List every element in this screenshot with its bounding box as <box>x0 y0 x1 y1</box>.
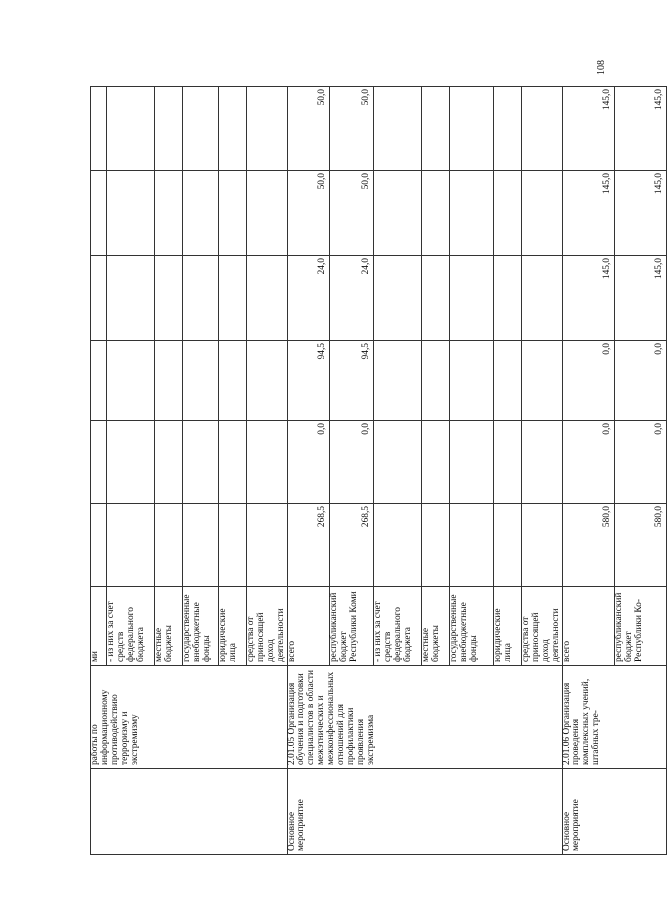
value-cell <box>374 256 422 341</box>
value-cell <box>219 341 247 421</box>
value-cell: 0,0 <box>562 341 614 421</box>
value-cell <box>494 256 522 341</box>
value-cell <box>374 171 422 256</box>
value-cell <box>107 421 155 504</box>
value-cell <box>494 87 522 171</box>
funding-source-cell: местные бюджеты <box>155 587 183 666</box>
value-cell <box>155 341 183 421</box>
value-cell <box>422 87 450 171</box>
value-cell: 94,5 <box>330 341 374 421</box>
value-cell <box>450 87 494 171</box>
value-cell <box>494 341 522 421</box>
value-cell <box>374 421 422 504</box>
value-cell: 145,0 <box>614 171 666 256</box>
value-cell <box>494 421 522 504</box>
value-cell <box>450 421 494 504</box>
value-cell <box>183 171 219 256</box>
value-cell: 0,0 <box>614 341 666 421</box>
value-cell <box>374 504 422 587</box>
value-cell <box>450 504 494 587</box>
event-name-cell: 2.01.05 Организация обучения и подготовки специалистов в области межэтнических и межконфессиональных отношений для профилактики проявления экстремизма <box>287 666 562 769</box>
value-cell: 145,0 <box>614 87 666 171</box>
value-cell <box>422 341 450 421</box>
value-cell: 580,0 <box>614 504 666 587</box>
value-cell: 580,0 <box>562 504 614 587</box>
value-cell <box>422 256 450 341</box>
funding-source-cell: юридические лица <box>494 587 522 666</box>
value-cell <box>91 87 107 171</box>
value-cell <box>247 341 288 421</box>
value-cell <box>183 341 219 421</box>
funding-source-cell: местные бюджеты <box>422 587 450 666</box>
value-cell <box>522 171 563 256</box>
value-cell <box>494 504 522 587</box>
value-cell <box>107 171 155 256</box>
value-cell <box>155 87 183 171</box>
value-cell <box>219 87 247 171</box>
value-cell <box>219 504 247 587</box>
value-cell <box>155 256 183 341</box>
event-name-cell: работы по информационному противодействию терроризму и экстремизму <box>91 666 288 769</box>
value-cell <box>450 341 494 421</box>
value-cell: 24,0 <box>287 256 330 341</box>
value-cell <box>155 421 183 504</box>
value-cell: 94,5 <box>287 341 330 421</box>
value-cell <box>107 87 155 171</box>
value-cell <box>522 256 563 341</box>
value-cell <box>422 504 450 587</box>
value-cell: 50,0 <box>287 87 330 171</box>
value-cell <box>183 421 219 504</box>
value-cell <box>155 171 183 256</box>
value-cell <box>183 87 219 171</box>
value-cell: 145,0 <box>562 171 614 256</box>
value-cell <box>450 256 494 341</box>
value-cell <box>522 504 563 587</box>
value-cell <box>91 171 107 256</box>
funding-source-cell: государственные внебюджетные фонды <box>450 587 494 666</box>
value-cell: 50,0 <box>330 171 374 256</box>
value-cell <box>155 504 183 587</box>
value-cell <box>91 341 107 421</box>
value-cell: 0,0 <box>287 421 330 504</box>
funding-source-cell: государственные внебюджетные фонды <box>183 587 219 666</box>
funding-source-cell: средства от приносящей доход деятельности <box>522 587 563 666</box>
value-cell <box>91 421 107 504</box>
table-row <box>562 87 614 855</box>
value-cell <box>422 171 450 256</box>
value-cell: 50,0 <box>330 87 374 171</box>
value-cell <box>247 504 288 587</box>
value-cell <box>522 421 563 504</box>
funding-source-cell: республиканский бюджет Республики Ко- <box>614 587 666 666</box>
budget-table <box>90 86 667 855</box>
value-cell <box>522 341 563 421</box>
table-row <box>287 87 330 855</box>
value-cell: 268,5 <box>330 504 374 587</box>
value-cell <box>247 171 288 256</box>
funding-source-cell: - из них за счет средств федерального бюджета <box>374 587 422 666</box>
value-cell <box>183 504 219 587</box>
value-cell <box>247 87 288 171</box>
value-cell: 0,0 <box>330 421 374 504</box>
value-cell <box>450 171 494 256</box>
page-number: 108 <box>596 60 607 75</box>
event-type-cell: Основное мероприятие <box>287 769 562 855</box>
value-cell: 50,0 <box>287 171 330 256</box>
value-cell <box>107 256 155 341</box>
value-cell <box>247 256 288 341</box>
event-type-cell: Основное мероприятие <box>562 769 667 855</box>
value-cell <box>374 87 422 171</box>
value-cell <box>494 171 522 256</box>
value-cell: 0,0 <box>614 421 666 504</box>
value-cell <box>107 341 155 421</box>
funding-source-cell: юридические лица <box>219 587 247 666</box>
funding-source-cell: всего <box>287 587 330 666</box>
value-cell: 0,0 <box>562 421 614 504</box>
funding-source-cell: республиканский бюджет Республики Коми <box>330 587 374 666</box>
funding-source-cell: средства от приносящей доход деятельности <box>247 587 288 666</box>
value-cell: 24,0 <box>330 256 374 341</box>
value-cell <box>522 87 563 171</box>
funding-source-cell: - из них за счет средств федерального бюджета <box>107 587 155 666</box>
table-row <box>91 87 107 855</box>
event-name-cell: 2.01.06 Организация проведения комплексных учений, штабных тре- <box>562 666 667 769</box>
value-cell <box>219 421 247 504</box>
value-cell <box>374 341 422 421</box>
value-cell: 145,0 <box>614 256 666 341</box>
value-cell <box>107 504 155 587</box>
value-cell <box>219 256 247 341</box>
value-cell: 268,5 <box>287 504 330 587</box>
value-cell: 145,0 <box>562 87 614 171</box>
funding-source-cell: ми <box>91 587 107 666</box>
value-cell <box>247 421 288 504</box>
value-cell <box>91 504 107 587</box>
funding-source-cell: всего <box>562 587 614 666</box>
value-cell <box>183 256 219 341</box>
value-cell: 145,0 <box>562 256 614 341</box>
event-type-cell <box>91 769 288 855</box>
value-cell <box>91 256 107 341</box>
budget-table-body <box>91 87 667 855</box>
value-cell <box>219 171 247 256</box>
value-cell <box>422 421 450 504</box>
